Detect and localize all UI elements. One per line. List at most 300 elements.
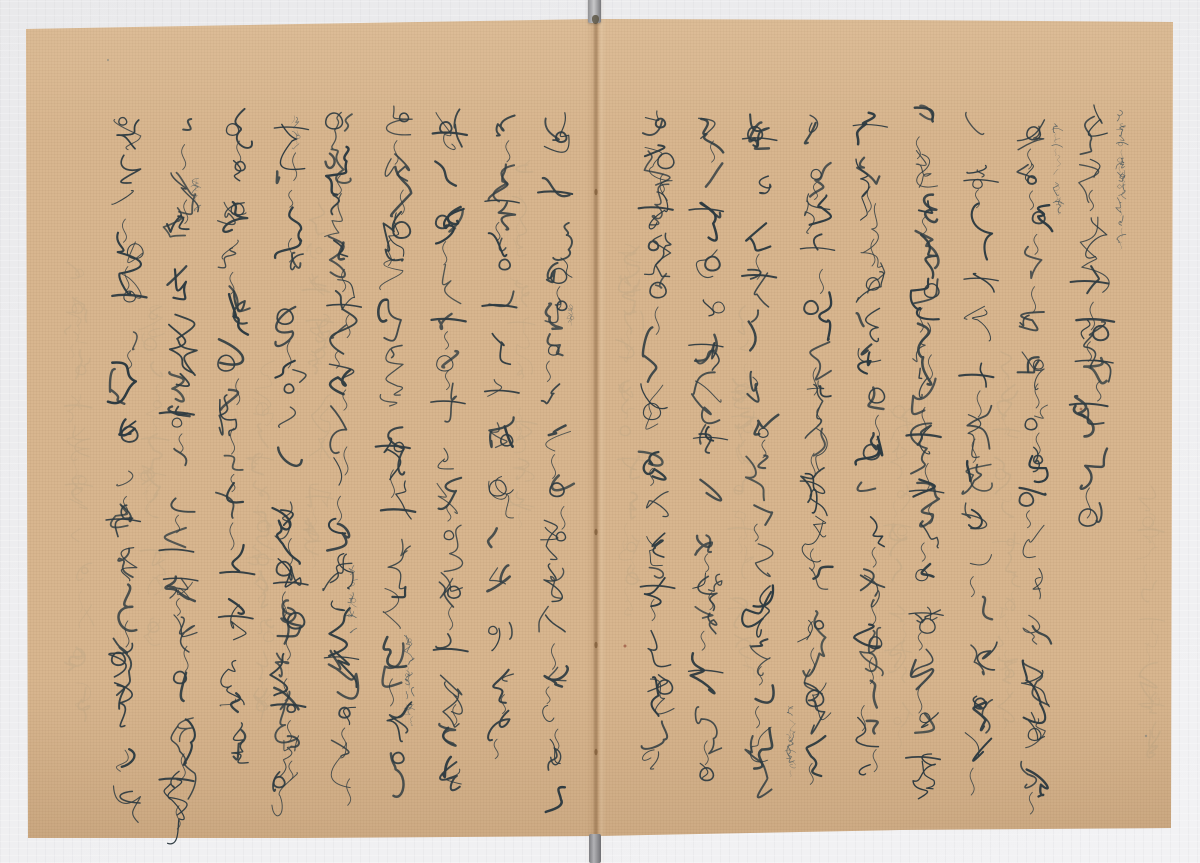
brush-stroke [973, 179, 982, 188]
brush-stroke [746, 223, 770, 250]
brush-stroke [112, 191, 133, 205]
brush-stroke [756, 706, 760, 727]
brush-stroke [871, 517, 885, 547]
brush-stroke [705, 257, 720, 271]
brush-stroke [1117, 234, 1126, 242]
brush-stroke [120, 791, 140, 803]
brush-stroke [546, 304, 562, 329]
brush-stroke [225, 456, 243, 470]
brush-stroke [164, 578, 198, 581]
brush-stroke [650, 184, 669, 225]
brush-stroke [1002, 385, 1015, 420]
brush-stroke [745, 736, 771, 797]
brush-stroke [977, 391, 981, 417]
brush-stroke [704, 741, 708, 765]
brush-stroke [263, 632, 273, 642]
brush-stroke [401, 540, 407, 556]
brush-stroke [787, 707, 793, 716]
brush-stroke [277, 309, 293, 324]
brush-stroke [293, 153, 297, 181]
brush-stroke [321, 440, 329, 458]
brush-stroke [921, 543, 925, 561]
brush-stroke [296, 131, 298, 135]
brush-stroke [754, 273, 768, 307]
brush-stroke [754, 728, 772, 768]
brush-stroke [815, 621, 824, 629]
brush-stroke [510, 278, 522, 284]
brush-stroke [866, 308, 880, 341]
brush-stroke [519, 408, 522, 422]
brush-stroke [703, 300, 714, 316]
brush-stroke [517, 363, 523, 379]
brush-stroke [1054, 185, 1060, 191]
brush-stroke [546, 687, 550, 704]
brush-stroke [625, 523, 628, 545]
brush-stroke [967, 461, 970, 481]
brush-stroke [856, 159, 869, 197]
brush-stroke [389, 213, 404, 256]
brush-stroke [814, 429, 825, 456]
brush-stroke [705, 554, 709, 572]
brush-stroke [740, 340, 748, 352]
brush-stroke [394, 141, 398, 165]
brush-stroke [142, 438, 169, 441]
brush-stroke [651, 599, 655, 620]
brush-stroke [1120, 135, 1124, 140]
brush-stroke [519, 187, 522, 204]
brush-stroke [116, 750, 128, 771]
brush-stroke [407, 664, 408, 670]
brush-stroke [326, 113, 343, 129]
brush-stroke [1087, 342, 1091, 362]
brush-stroke [312, 395, 331, 432]
brush-stroke [898, 729, 901, 748]
brush-stroke [917, 154, 938, 187]
brush-stroke [488, 380, 502, 397]
brush-stroke [71, 529, 80, 542]
brush-stroke [174, 449, 186, 465]
brush-stroke [286, 636, 290, 660]
brush-stroke [962, 503, 987, 529]
crease-marks [594, 189, 597, 755]
brush-stroke [125, 267, 129, 291]
brush-stroke [695, 707, 721, 754]
brush-stroke [434, 649, 468, 652]
brush-stroke [388, 546, 410, 589]
brush-stroke [387, 240, 391, 266]
brush-stroke [409, 658, 414, 664]
brush-stroke [1071, 281, 1109, 284]
brush-stroke [790, 730, 791, 738]
brush-stroke [323, 554, 346, 590]
brush-stroke [1139, 663, 1157, 702]
brush-stroke [72, 304, 82, 314]
brush-stroke [709, 574, 722, 591]
brush-stroke [913, 754, 935, 799]
brush-stroke [1023, 525, 1044, 557]
brush-stroke [337, 176, 341, 195]
brush-stroke [571, 320, 572, 325]
brush-stroke [133, 332, 137, 350]
brush-stroke [151, 362, 162, 376]
brush-stroke [858, 483, 876, 492]
brush-stroke [485, 200, 519, 203]
brush-stroke [561, 507, 565, 530]
brush-stroke [442, 265, 460, 304]
brush-stroke [178, 718, 193, 742]
brush-stroke [348, 593, 354, 603]
brush-stroke [1120, 242, 1121, 249]
brush-stroke [65, 325, 71, 334]
brush-stroke [153, 418, 156, 432]
brush-stroke [510, 422, 537, 425]
brush-stroke [149, 329, 165, 337]
brush-stroke [279, 407, 296, 427]
brush-stroke [1118, 185, 1122, 188]
brush-stroke [380, 395, 397, 406]
brush-stroke [893, 406, 905, 418]
brush-stroke [385, 159, 394, 176]
brush-stroke [890, 605, 905, 621]
brush-stroke [258, 424, 268, 448]
brush-stroke [489, 480, 506, 496]
brush-stroke [645, 578, 665, 606]
brush-stroke [277, 172, 279, 183]
brush-stroke [1001, 351, 1011, 379]
brush-stroke [1055, 149, 1056, 156]
brush-stroke [858, 352, 870, 373]
brush-stroke [1119, 142, 1123, 146]
brush-stroke [744, 364, 747, 381]
brush-stroke [165, 528, 186, 547]
brush-stroke [344, 447, 348, 475]
brush-stroke [499, 259, 510, 269]
brush-stroke [539, 607, 548, 632]
brush-stroke [1143, 517, 1154, 527]
brush-stroke [393, 222, 410, 238]
brush-stroke [231, 203, 244, 215]
brush-stroke [652, 533, 664, 557]
brush-stroke [885, 650, 912, 653]
brush-stroke [646, 385, 663, 429]
brush-stroke [347, 779, 351, 806]
brush-stroke [728, 528, 755, 531]
brush-stroke [499, 203, 515, 230]
crease-mark [594, 749, 597, 755]
brush-stroke [790, 720, 796, 732]
brush-stroke [258, 621, 265, 634]
brush-stroke [995, 469, 1006, 479]
brush-stroke [916, 151, 931, 188]
brush-stroke [289, 761, 293, 780]
brush-stroke [1023, 661, 1046, 723]
brush-stroke [488, 528, 497, 547]
brush-stroke [148, 622, 159, 632]
brush-stroke [869, 388, 884, 403]
brush-stroke [803, 611, 825, 676]
brush-stroke [438, 448, 453, 469]
brush-stroke [330, 291, 357, 354]
brush-stroke [287, 721, 291, 742]
brush-stroke [127, 244, 143, 259]
brush-stroke [312, 547, 315, 568]
brush-stroke [894, 718, 901, 725]
paper-specks [107, 59, 1147, 737]
brush-stroke [396, 481, 411, 519]
brush-stroke [128, 351, 132, 369]
brush-stroke [439, 724, 455, 744]
brush-stroke [221, 390, 238, 410]
brush-stroke [1090, 302, 1094, 330]
brush-stroke [1053, 183, 1059, 196]
brush-stroke [489, 233, 507, 256]
brush-stroke [553, 223, 572, 260]
mount-pin-bottom [589, 834, 601, 863]
brush-stroke [752, 310, 758, 322]
brush-stroke [85, 609, 94, 626]
brush-stroke [555, 729, 559, 751]
brush-stroke [642, 721, 668, 748]
brush-stroke [489, 626, 497, 634]
brush-stroke [118, 549, 133, 578]
brush-stroke [1054, 139, 1060, 143]
brush-stroke [346, 615, 357, 618]
brush-stroke [79, 605, 91, 628]
brush-stroke [860, 628, 883, 676]
brush-stroke [656, 233, 671, 276]
brush-stroke [902, 406, 911, 433]
brush-stroke [754, 505, 772, 525]
brush-stroke [814, 567, 833, 579]
brush-stroke [351, 598, 355, 602]
brush-stroke [506, 141, 510, 162]
brush-stroke [389, 679, 393, 706]
brush-stroke [695, 381, 721, 402]
brush-stroke [436, 634, 451, 648]
brush-stroke [494, 739, 498, 759]
brush-stroke [1030, 191, 1034, 210]
brush-stroke [77, 319, 80, 336]
brush-stroke [404, 635, 410, 651]
brush-stroke [530, 363, 532, 374]
brush-stroke [857, 158, 879, 184]
brush-stroke [395, 154, 409, 181]
brush-stroke [289, 190, 293, 207]
brush-stroke [172, 418, 182, 427]
brush-stroke [121, 155, 141, 183]
brush-stroke [918, 633, 922, 651]
brush-stroke [253, 481, 268, 500]
brush-stroke [1120, 126, 1126, 136]
brush-stroke [332, 112, 341, 148]
brush-stroke [67, 395, 80, 422]
brush-stroke [436, 209, 464, 244]
brush-stroke [1118, 158, 1123, 162]
brush-stroke [995, 458, 1010, 494]
brush-stroke [696, 250, 717, 278]
brush-stroke [1087, 266, 1099, 293]
brush-stroke [1137, 547, 1158, 559]
crease-mark [594, 642, 597, 648]
brush-stroke [1052, 145, 1063, 148]
brush-stroke [625, 587, 628, 602]
brush-stroke [695, 607, 712, 618]
brush-stroke [759, 428, 769, 437]
brush-stroke [122, 219, 126, 242]
brush-stroke [646, 492, 668, 517]
brush-stroke [171, 173, 198, 212]
brush-stroke [119, 118, 127, 126]
brush-stroke [787, 735, 793, 743]
brush-stroke [902, 667, 906, 682]
brush-stroke [488, 711, 509, 741]
brush-stroke [754, 585, 773, 606]
brush-stroke [556, 532, 565, 541]
brush-stroke [433, 132, 467, 135]
brush-stroke [436, 216, 449, 229]
crease-mark [594, 189, 597, 195]
brush-stroke [639, 452, 663, 466]
brush-stroke [972, 310, 990, 341]
brush-stroke [257, 554, 268, 565]
brush-stroke [552, 455, 556, 479]
brush-stroke [998, 692, 1014, 722]
brush-stroke [1075, 396, 1093, 436]
brush-stroke [501, 695, 505, 714]
brush-stroke [316, 248, 322, 254]
brush-stroke [1023, 615, 1039, 644]
brush-stroke [381, 509, 415, 512]
brush-stroke [884, 525, 911, 528]
brush-stroke [76, 365, 86, 374]
brush-stroke [689, 209, 723, 212]
brush-stroke [518, 512, 521, 527]
brush-stroke [543, 705, 554, 721]
brush-stroke [345, 114, 352, 131]
brush-stroke [733, 511, 747, 539]
brush-stroke [909, 613, 943, 616]
brush-stroke [334, 458, 342, 485]
brush-stroke [1089, 190, 1093, 210]
brush-stroke [658, 153, 674, 168]
brush-stroke [743, 665, 756, 677]
brush-stroke [739, 536, 742, 553]
brush-stroke [444, 525, 462, 571]
brush-stroke [919, 379, 927, 398]
paper-speck [1080, 408, 1083, 411]
brush-stroke [756, 544, 773, 577]
brush-stroke [453, 705, 457, 726]
brush-stroke [1081, 320, 1090, 339]
brush-stroke [993, 429, 1020, 432]
brush-stroke [169, 372, 183, 401]
brush-stroke [330, 370, 350, 394]
brush-stroke [650, 752, 658, 769]
brush-stroke [1086, 488, 1090, 518]
brush-stroke [148, 578, 156, 595]
brush-stroke [275, 208, 301, 258]
brush-stroke [750, 645, 770, 675]
brush-stroke [1075, 360, 1113, 363]
brush-stroke [643, 327, 656, 381]
brush-stroke [220, 572, 254, 575]
brush-stroke [802, 521, 823, 562]
brush-stroke [1026, 511, 1030, 528]
brush-stroke [973, 274, 994, 292]
brush-stroke [742, 592, 771, 627]
brush-stroke [230, 523, 234, 550]
brush-stroke [508, 322, 535, 325]
brush-stroke [901, 703, 912, 727]
brush-stroke [861, 198, 868, 220]
brush-stroke [497, 116, 515, 136]
brush-stroke [970, 577, 974, 597]
brush-stroke [814, 516, 826, 537]
brush-stroke [925, 463, 929, 490]
brush-stroke [914, 279, 938, 303]
right-page-text [639, 105, 1115, 814]
brush-stroke [349, 565, 355, 574]
brush-stroke [1019, 493, 1033, 506]
brush-stroke [1054, 169, 1058, 174]
brush-stroke [867, 187, 871, 212]
brush-stroke [643, 403, 660, 419]
brush-stroke [380, 259, 403, 290]
brush-stroke [488, 165, 507, 201]
brush-stroke [516, 492, 523, 503]
brush-stroke [557, 301, 567, 310]
brush-stroke [510, 494, 530, 510]
brush-stroke [853, 125, 887, 128]
brush-stroke [970, 555, 991, 565]
brush-stroke [1035, 578, 1040, 599]
brush-stroke [650, 282, 666, 297]
brush-stroke [183, 119, 191, 130]
brush-stroke [700, 480, 721, 501]
brush-stroke [216, 493, 234, 518]
brush-stroke [117, 471, 133, 486]
paper-speck [1145, 735, 1147, 737]
brush-stroke [257, 651, 268, 680]
crease-mark [594, 529, 597, 535]
brush-stroke [1139, 619, 1164, 622]
brush-stroke [229, 599, 244, 614]
brush-stroke [1035, 384, 1039, 408]
brush-stroke [155, 552, 165, 590]
brush-stroke [274, 127, 308, 130]
brush-stroke [343, 390, 347, 410]
brush-stroke [754, 524, 758, 541]
brush-stroke [330, 406, 346, 453]
brush-stroke [752, 639, 768, 646]
brush-stroke [71, 345, 74, 358]
brush-stroke [924, 195, 937, 222]
brush-stroke [145, 434, 162, 473]
brush-stroke [1076, 319, 1114, 322]
brush-stroke [966, 113, 984, 135]
brush-stroke [516, 165, 532, 172]
brush-stroke [1096, 381, 1100, 401]
brush-stroke [928, 355, 932, 380]
brush-stroke [859, 765, 870, 775]
brush-stroke [546, 615, 566, 632]
brush-stroke [893, 501, 896, 518]
brush-stroke [431, 401, 465, 404]
brush-stroke [167, 215, 181, 232]
brush-stroke [248, 545, 260, 564]
brush-stroke [445, 371, 449, 390]
brush-stroke [125, 621, 129, 647]
